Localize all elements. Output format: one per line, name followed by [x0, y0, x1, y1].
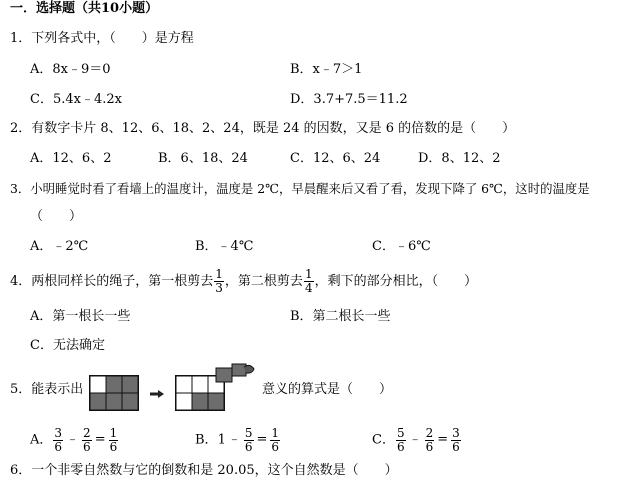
- q5-diagram-left-grid: [90, 376, 138, 410]
- q5-grid-right-cell: [208, 393, 224, 410]
- q3-option-c[interactable]: C．﹣6℃: [372, 239, 431, 254]
- q5-diagram-arrow: [150, 390, 164, 398]
- q5-grid-right-cell: [192, 393, 208, 410]
- q5-option-a[interactable]: [30, 423, 119, 457]
- q5a-fraction-1-numerator: 3: [54, 425, 63, 440]
- q5-grid-left-cell: [122, 393, 138, 410]
- q5-grid-right-cell: [176, 393, 192, 410]
- q5-diagram: [86, 363, 258, 415]
- q5c-fraction-3: [451, 427, 461, 454]
- q5-grid-right-cell: [192, 376, 208, 393]
- q5a-fraction-3: [109, 427, 119, 454]
- q5-grid-left-cell: [122, 376, 138, 393]
- q5-removed-piece: [216, 368, 232, 382]
- question-1-stem: 1．下列各式中，（ ）是方程: [10, 31, 194, 46]
- q5b-fraction-1: [244, 427, 254, 454]
- q5-option-b[interactable]: [195, 423, 281, 457]
- q5b-equals: =: [256, 432, 268, 447]
- q5a-fraction-2-denominator: 6: [83, 439, 91, 454]
- q5-removed-piece: [232, 364, 246, 376]
- q2-option-b[interactable]: B．6、18、24: [158, 151, 248, 166]
- q1-option-d[interactable]: D．3.7+7.5＝11.2: [290, 92, 408, 107]
- q5c-fraction-1-numerator: 5: [396, 425, 405, 440]
- q5c-equals: =: [437, 432, 449, 447]
- q5-grid-left-cell: [90, 393, 106, 410]
- q5c-fraction-3-numerator: 3: [452, 425, 460, 440]
- q5a-fraction-2: [82, 427, 92, 454]
- q4-fraction-1-numerator: 1: [215, 267, 223, 281]
- q5a-fraction-3-numerator: 1: [109, 425, 118, 440]
- q5-grid-left-cell: [106, 393, 122, 410]
- q5-option-c[interactable]: [372, 423, 462, 457]
- q5b-fraction-1-numerator: 5: [244, 425, 253, 440]
- q4-stem-prefix: 4．两根同样长的绳子，第一根剪去: [10, 274, 214, 289]
- q5c-fraction-2-numerator: 2: [425, 425, 434, 440]
- q4-fraction-2-denominator: 4: [304, 281, 313, 295]
- question-3-stem: 3．小明睡觉时看了看墙上的温度计，温度是 2℃，早晨醒来后又看了看，发现下降了 6℃，这时的温度是: [10, 181, 590, 196]
- q5c-fraction-3-denominator: 6: [452, 439, 460, 454]
- q5a-equals: =: [94, 432, 106, 447]
- q5a-minus: ﹣: [66, 432, 80, 447]
- q2-option-c[interactable]: C．12、6、24: [290, 151, 381, 166]
- q5b-whole-number: 1: [217, 432, 226, 448]
- q5-option-a-label: A．: [30, 432, 53, 448]
- q4-option-c[interactable]: C．无法确定: [30, 338, 105, 353]
- q5-diagram-right-grid: [176, 364, 254, 410]
- q5c-fraction-2-denominator: 6: [425, 439, 434, 454]
- q5c-fraction-1: [396, 427, 406, 454]
- q4-stem-mid: ，第二根剪去: [224, 274, 303, 289]
- question-2-stem: 2．有数字卡片 8、12、6、18、2、24，既是 24 的因数，又是 6 的倍数的是（ ）: [10, 121, 516, 136]
- q4-fraction-1: [214, 268, 224, 295]
- q1-option-a[interactable]: A．8x﹣9＝0: [30, 62, 111, 77]
- question-3-paren: （ ）: [30, 209, 83, 224]
- q4-option-b[interactable]: B．第二根长一些: [290, 309, 391, 324]
- question-5-stem-prefix: 5．能表示出: [10, 382, 84, 397]
- section-title: 一．选择题（共10小题）: [10, 1, 159, 16]
- q5a-fraction-2-numerator: 2: [83, 425, 91, 440]
- q1-option-b[interactable]: B．x﹣7＞1: [290, 62, 363, 77]
- q3-option-b[interactable]: B．﹣4℃: [195, 239, 254, 254]
- q4-fraction-1-denominator: 3: [215, 281, 223, 295]
- q5-grid-right-cell: [176, 376, 192, 393]
- q5-grid-left-cell: [106, 376, 122, 393]
- question-6-stem: 6．一个非零自然数与它的倒数和是 20.05，这个自然数是（ ）: [10, 463, 398, 478]
- q5c-fraction-2: [425, 427, 435, 454]
- q5b-fraction-2-numerator: 1: [271, 425, 280, 440]
- question-5-stem-suffix: 意义的算式是（ ）: [262, 382, 393, 397]
- q3-option-a[interactable]: A．﹣2℃: [30, 239, 89, 254]
- question-4-stem: [10, 265, 477, 299]
- q2-option-d[interactable]: D．8、12、2: [418, 151, 501, 166]
- q4-stem-suffix: ，剩下的部分相比，（ ）: [314, 274, 478, 289]
- q5a-fraction-1-denominator: 6: [54, 439, 63, 454]
- q1-option-c[interactable]: C．5.4x﹣4.2x: [30, 92, 122, 107]
- q5c-minus: ﹣: [408, 432, 422, 447]
- q5a-fraction-3-denominator: 6: [109, 439, 118, 454]
- q5b-minus: ﹣: [227, 432, 241, 447]
- q4-fraction-2-numerator: 1: [304, 267, 313, 281]
- q5c-fraction-1-denominator: 6: [396, 439, 405, 454]
- q5-option-b-label: B．: [195, 432, 218, 448]
- q4-option-a[interactable]: A．第一根长一些: [30, 309, 131, 324]
- q4-fraction-2: [304, 268, 314, 295]
- q2-option-a[interactable]: A．12、6、2: [30, 151, 112, 166]
- q5-option-c-label: C．: [372, 432, 395, 448]
- q5b-fraction-2: [270, 427, 280, 454]
- q5a-fraction-1: [53, 427, 63, 454]
- q5b-fraction-1-denominator: 6: [244, 439, 253, 454]
- q5b-fraction-2-denominator: 6: [271, 439, 280, 454]
- q5-grid-left-cell: [90, 376, 106, 393]
